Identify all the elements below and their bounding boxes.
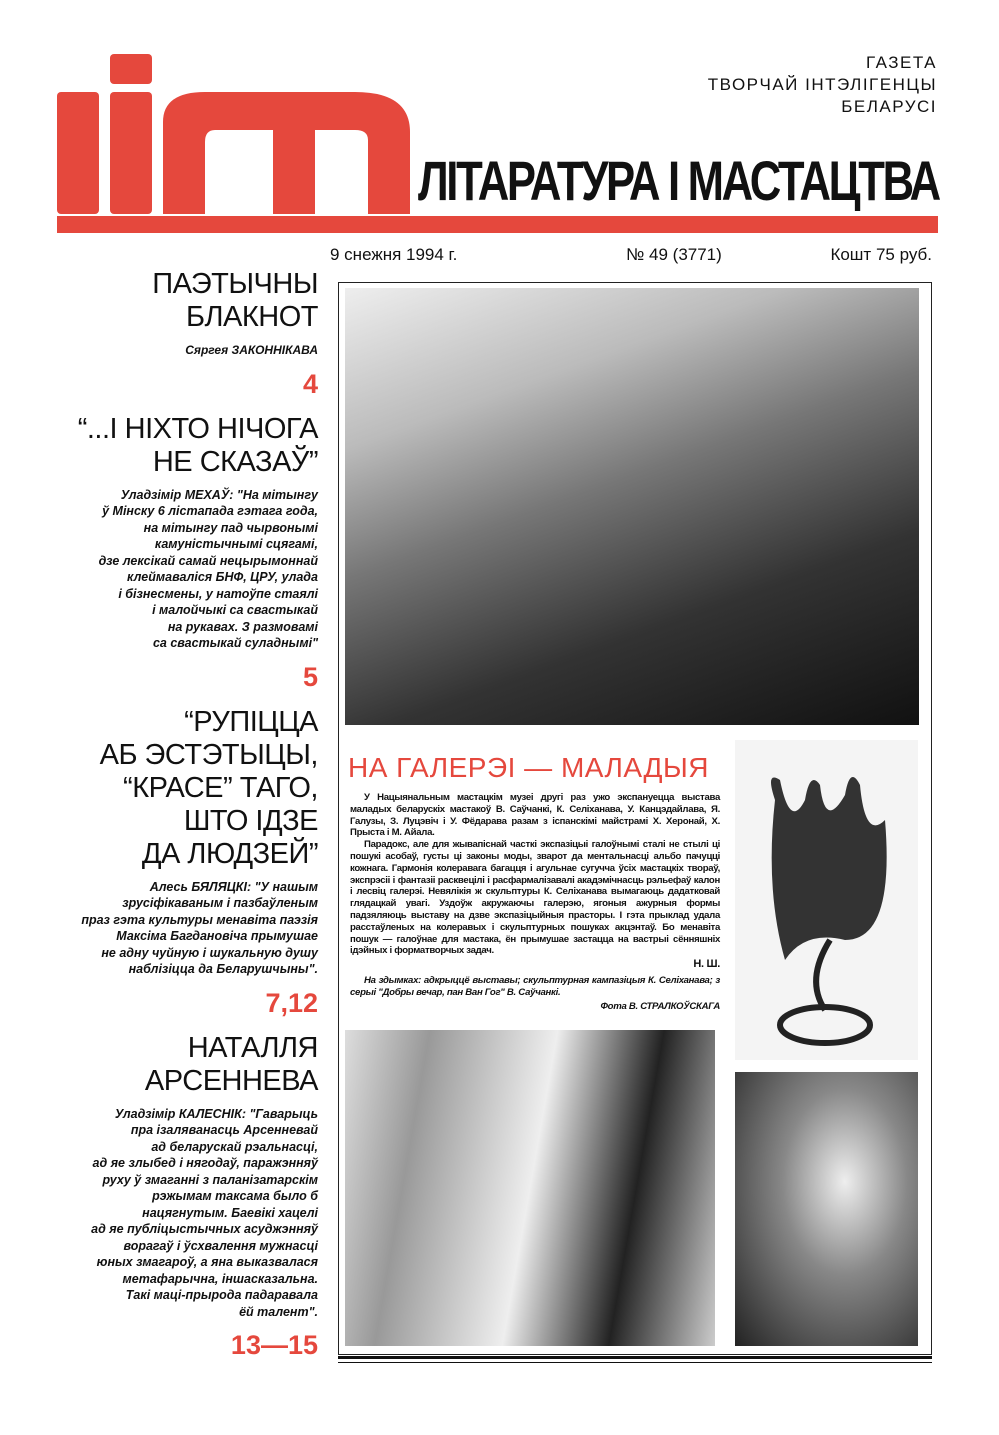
teaser-line: ёй талент".: [239, 1304, 318, 1319]
sidebar-headline[interactable]: [30, 1032, 318, 1098]
teaser-line: Сяргея ЗАКОННІКАВА: [185, 343, 318, 357]
newspaper-title: ЛІТАРАТУРА І МАСТАЦТВА: [418, 149, 939, 212]
teaser-line: на рукавах. З размовамі: [167, 619, 318, 634]
sidebar-headline[interactable]: [30, 268, 318, 334]
article-paragraph: У Нацыянальным мастацкім музеі другі раз ужо экспануецца выстава маладых беларускіх мастакоў В. Саўчанкі, К. Селіханава, У. Канцэдайлава, Я. Галузы, З. Луцэвіч і У. Фёдарава разам з іспанскімі майстрамі Х. Херонай, Х. Прыста і М. Айала.: [350, 792, 720, 839]
headline-line: “...І НІХТО НІЧОГА: [77, 412, 318, 445]
teaser-line: руху ў змаганні з паланізатарскім: [102, 1172, 318, 1187]
headline-line: АРСЕННЕВА: [144, 1064, 318, 1097]
issue-date: 9 снежня 1994 г.: [330, 245, 458, 264]
teaser-line: са свастыкай суладнымі": [152, 636, 318, 650]
teaser-line: ад яе злыбед і нягодаў, паражэнняў: [92, 1156, 318, 1170]
logo-lim: [55, 52, 415, 217]
photo-gallery-visitor: [345, 1030, 715, 1346]
headline-line: АБ ЭСТЭТЫЦЫ,: [99, 738, 318, 771]
teaser-line: Алесь БЯЛЯЦКІ: "У нашым: [149, 879, 318, 894]
teaser-line: на мітынгу пад чырвонымі: [143, 520, 318, 535]
page-reference[interactable]: 5: [302, 661, 318, 692]
sidebar-teaser: [30, 487, 318, 652]
teaser-line: нацягнутым. Баевікі хацелі: [142, 1205, 318, 1220]
contents-sidebar: [30, 268, 318, 1374]
teaser-line: дзе лексікай самай нецырымоннай: [98, 553, 318, 568]
teaser-line: і бізнесмены, у натоўпе стаялі: [118, 586, 318, 601]
headline-line: НЕ СКАЗАЎ”: [152, 445, 318, 478]
teaser-line: ад беларускай рэальнасці,: [151, 1139, 318, 1154]
tagline-line: ГАЗЕТА: [866, 53, 937, 72]
page-reference[interactable]: 13—15: [230, 1330, 318, 1360]
page-reference[interactable]: 4: [302, 368, 318, 399]
dateline: [330, 245, 932, 267]
teaser-line: Уладзімір МЕХАЎ: "На мітынгу: [120, 487, 318, 502]
article-body: [350, 792, 720, 1012]
teaser-line: праз гэта культуры менавіта паэзія: [81, 912, 318, 927]
teaser-line: камуністычнымі сцягамі,: [154, 537, 318, 551]
bottom-rule: [338, 1356, 932, 1363]
headline-line: ШТО ІДЗЕ: [183, 804, 318, 837]
teaser-line: не адну чуйную і шукальную душу: [101, 945, 318, 960]
headline-line: БЛАКНОТ: [185, 301, 318, 333]
teaser-line: Максіма Багдановіча прымушае: [116, 929, 318, 943]
teaser-line: наблізіцца да Беларушчыны".: [128, 962, 318, 976]
teaser-line: ад яе публіцыстычных асуджэнняў: [91, 1222, 318, 1236]
article-signature: Н. Ш.: [693, 958, 720, 971]
sidebar-teaser: [30, 342, 318, 359]
photo-painting: [735, 1072, 918, 1346]
article-headline: НА ГАЛЕРЭІ — МАЛАДЫЯ: [348, 752, 710, 783]
headline-line: ДА ЛЮДЗЕЙ”: [141, 837, 318, 870]
photo-sculpture: [735, 740, 918, 1060]
teaser-line: ў Мінску 6 лістапада гэтага года,: [102, 504, 318, 518]
sidebar-headline[interactable]: [30, 413, 318, 479]
teaser-line: Уладзімір КАЛЕСНІК: "Гаварыць: [114, 1106, 318, 1121]
page-reference[interactable]: 7,12: [265, 987, 318, 1018]
sidebar-teaser: [30, 1106, 318, 1321]
teaser-line: метафарычна, іншасказальна.: [122, 1271, 318, 1286]
teaser-line: ворагаў і ўсхвалення мужнасці: [123, 1238, 318, 1253]
teaser-line: зрусіфікаваным і пазбаўленым: [122, 896, 318, 910]
headline-line: “РУПІЦЦА: [184, 705, 318, 738]
photo-exhibition-opening: [345, 288, 919, 725]
tagline-line: БЕЛАРУСІ: [841, 97, 937, 116]
teaser-line: і малойчыкі са свастыкай: [152, 603, 318, 617]
photo-caption: На здымках: адкрыццё выставы; скульптурная кампазіцыя К. Селіханава; з серыі "Добры вечар, пан Ван Гог" В. Саўчанкі.: [350, 974, 720, 998]
issue-number: № 49 (3771): [626, 245, 722, 264]
teaser-line: пра ізаляванасць Арсенневай: [130, 1123, 318, 1137]
sidebar-headline[interactable]: [30, 706, 318, 871]
photo-credit: Фота В. СТРАЛКОЎСКАГА: [600, 1000, 720, 1012]
teaser-line: юных змагароў, а яна выказвалася: [96, 1255, 318, 1269]
tagline-line: ТВОРЧАЙ ІНТЭЛІГЕНЦЫ: [707, 75, 937, 94]
headline-line: ПАЭТЫЧНЫ: [152, 268, 318, 300]
sidebar-teaser: [30, 879, 318, 978]
headline-line: НАТАЛЛЯ: [187, 1031, 318, 1064]
teaser-line: рэжымам таксама было б: [152, 1189, 318, 1203]
teaser-line: Такі маці-прырода падаравала: [125, 1288, 318, 1302]
tagline: [708, 52, 937, 118]
teaser-line: клеймаваліся БНФ, ЦРУ, улада: [127, 570, 318, 584]
article-paragraph: Парадокс, але для жывапіснай часткі экспазіцыі галоўнымі сталі не стылі ці пошукі асобаў, густы ці законы моды, зварот да ментальнасці альбо пачуцці кожнага. Гармонія колеравага багацця і агульнае сугучча ўсіх мастацкіх твораў, экспрэсіі і фантазіі расквецілі і расфармалізавалі акадэмічнасць рэльефаў калон і лесвіц галерэі. Невялікія ж скульптуры К. Селіханава вымагаюць дадатковай глядацкай увагі. Уздоўж акружаючы галерэю, ягоныя ажурныя формы падзяляюць выставу на дзве экспазіцыйныя прасторы. І гэта прыклад удала расстаўленых на колеравых і скульптурных пошуках акцэнтаў. Бо менавіта пошук — галоўнае для мастака, ён прымушае застацца на вастрыі сённяшніх ідэйных і форматворчых задач.: [350, 839, 720, 957]
price: Кошт 75 руб.: [830, 245, 932, 264]
headline-line: “КРАСЕ” ТАГО,: [123, 771, 318, 804]
masthead-divider: [57, 216, 938, 233]
